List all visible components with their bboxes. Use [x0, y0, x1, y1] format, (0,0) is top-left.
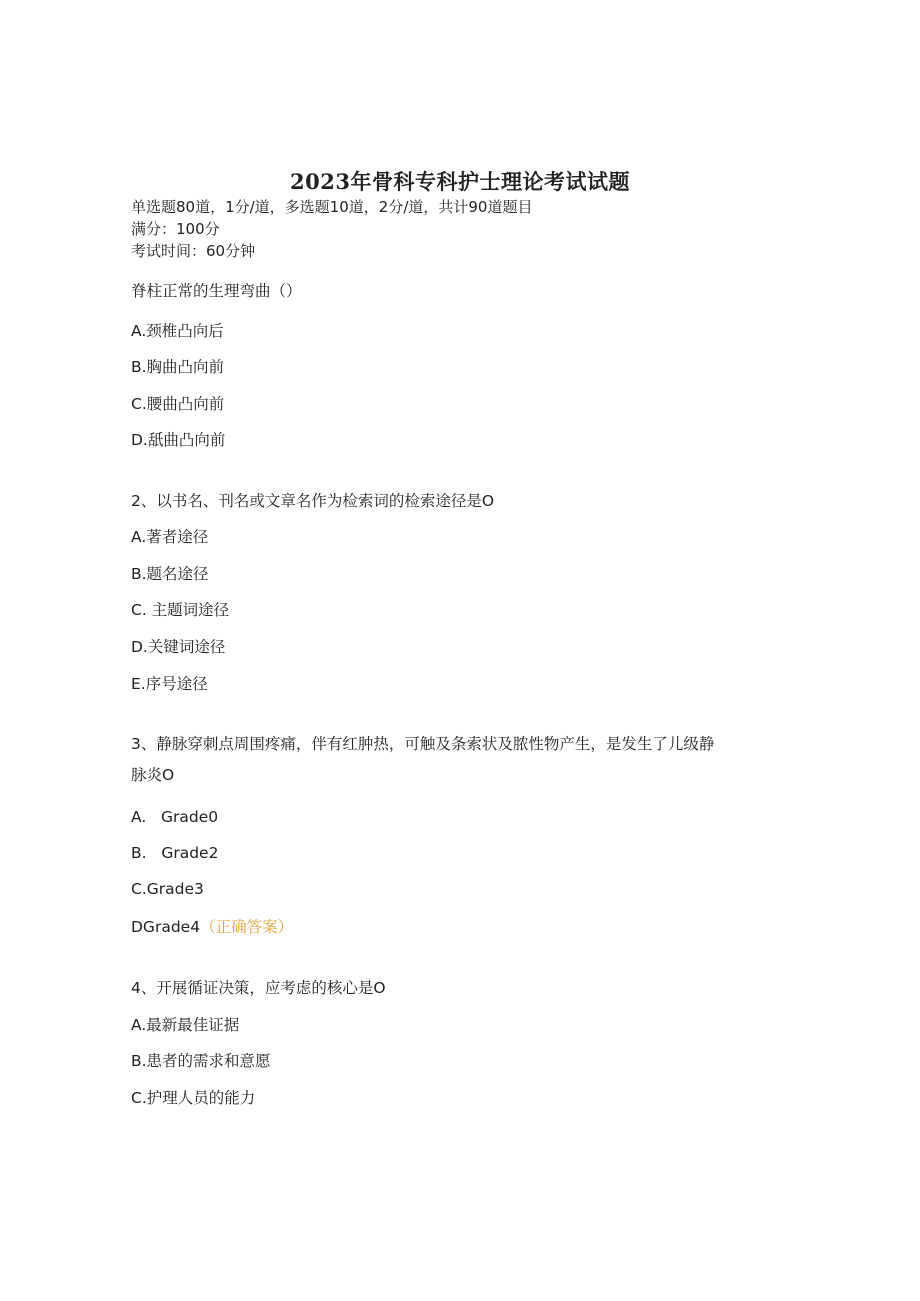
question-1-stem: 脊柱正常的生理弯曲（） [131, 282, 302, 300]
question-3-option-d: DGrade4 [131, 918, 201, 936]
question-3-option-d-row [131, 916, 293, 938]
question-4-option-b: B.患者的需求和意愿 [131, 1052, 271, 1070]
question-2-option-a: A.著者途径 [131, 528, 209, 546]
question-2-option-c: C. 主题词途径 [131, 601, 230, 619]
question-2-option-e: E.序号途径 [131, 675, 208, 693]
exam-info-question-count: 单选题80道，1分/道，多选题10道，2分/道，共计90道题目 [131, 198, 533, 216]
document-title: 2023年骨科专科护士理论考试试题 [290, 169, 630, 194]
question-1-option-a: A.颈椎凸向后 [131, 322, 224, 340]
question-2-stem: 2、以书名、刊名或文章名作为检索词的检索途径是O [131, 492, 495, 510]
exam-info-time: 考试时间：60分钟 [131, 242, 256, 260]
question-4-option-a: A.最新最佳证据 [131, 1016, 240, 1034]
question-2-option-b: B.题名途径 [131, 565, 209, 583]
question-1-option-c: C.腰曲凸向前 [131, 395, 225, 413]
question-3-option-b: B. Grade2 [131, 844, 219, 862]
exam-info-full-score: 满分：100分 [131, 220, 220, 238]
question-3-option-a: A. Grade0 [131, 808, 219, 826]
question-1-option-b: B.胸曲凸向前 [131, 358, 225, 376]
question-3-stem-line-1: 3、静脉穿刺点周围疼痛，伴有红肿热，可触及条索状及脓性物产生，是发生了儿级静 [131, 735, 715, 753]
question-4-stem: 4、开展循证决策，应考虑的核心是O [131, 979, 386, 997]
question-4-option-c: C.护理人员的能力 [131, 1089, 256, 1107]
correct-answer-mark: （正确答案） [200, 918, 294, 936]
question-3-option-c: C.Grade3 [131, 880, 204, 898]
question-1-option-d: D.舐曲凸向前 [131, 431, 226, 449]
question-3-stem-line-2: 脉炎O [131, 766, 175, 784]
question-2-option-d: D.关键词途径 [131, 638, 226, 656]
exam-info [131, 196, 532, 262]
